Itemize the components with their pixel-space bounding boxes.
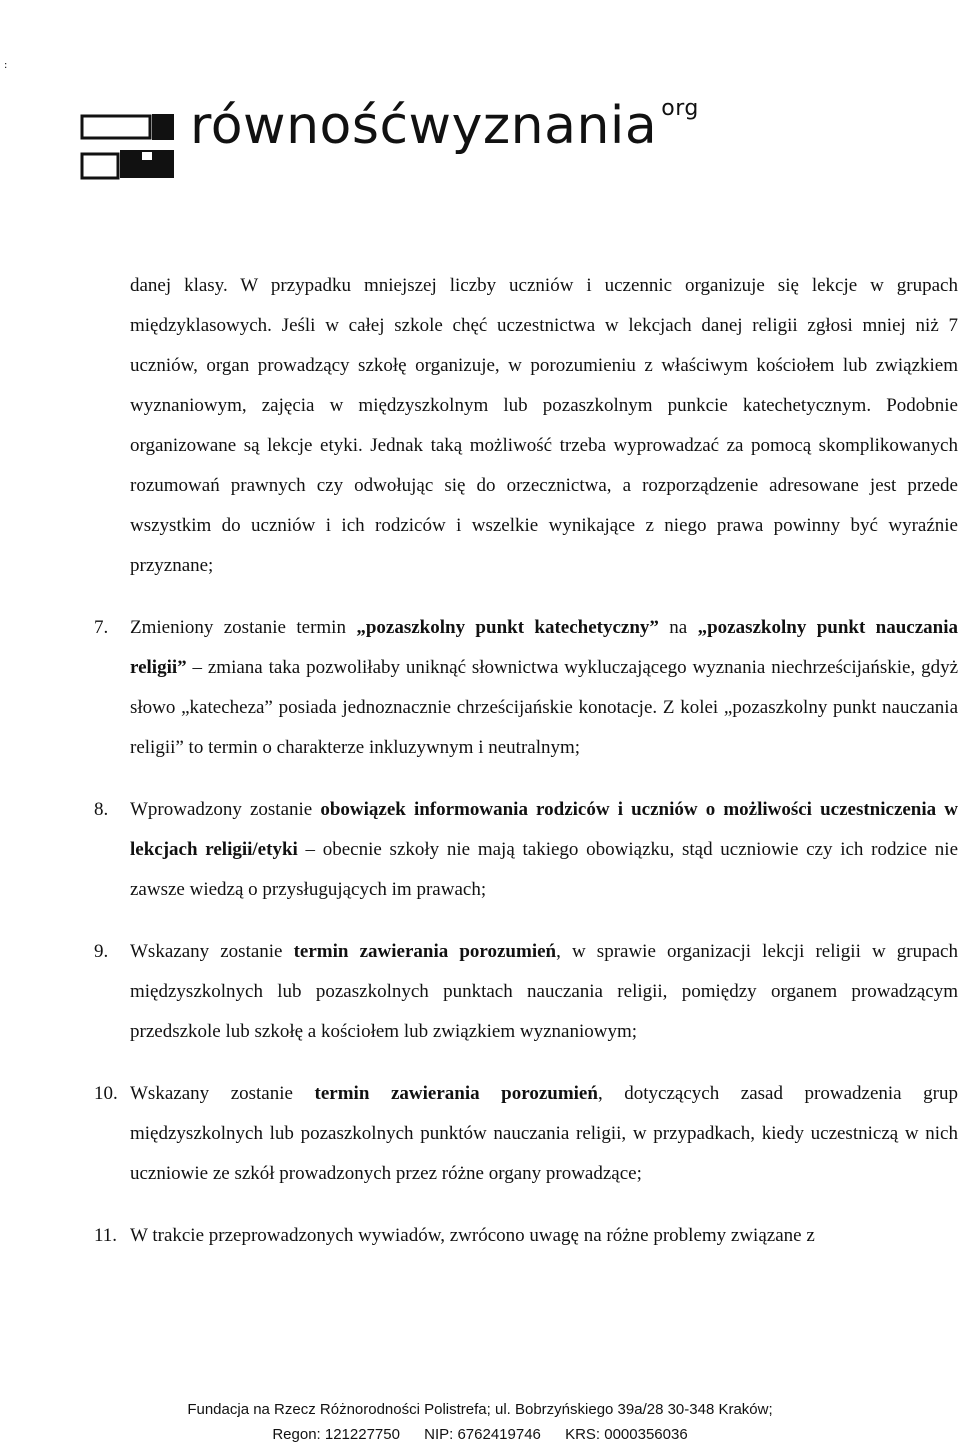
list-item-8 [94,790,958,910]
intro-paragraph [130,266,958,586]
page-edge-mark: : [4,60,8,71]
numbered-list [94,608,959,1256]
item-number: 7. [94,617,109,638]
item-text: Wskazany zostanie termin zawierania porozumień, dotyczących zasad prowadzenia grup międzyszkolnych lub pozaszkolnych punktów nauczania religii, w przypadkach, kiedy uczestniczą w nich uczniowie ze szkół prowadzonych przez różne organy prowadzące; [130,1083,958,1184]
footer-registry [0,1426,960,1443]
item-text: Wskazany zostanie termin zawierania porozumień, w sprawie organizacji lekcji religii w grupach międzyszkolnych lub pozaszkolnych punktach nauczania religii, pomiędzy organem prowadzącym przedszkole lub szkołę a kościołem lub związkiem wyznaniowym; [130,941,958,1042]
item-text: Zmieniony zostanie termin „pozaszkolny punkt katechetyczny” na „pozaszkolny punkt nauczania religii” – zmiana taka pozwoliłaby uniknąć słownictwa wykluczającego wyznania niechrześcijańskie, gdyż słowo „katecheza” posiada jednoznacznie chrześcijańskie konotacje. Z kolei „pozaszkolny punkt nauczania religii” to termin o charakterze inkluzywnym i neutralnym; [130,617,959,758]
footer-address: Fundacja na Rzecz Różnorodności Polistrefa; ul. Bobrzyńskiego 39a/28 30-348 Kraków; [187,1401,773,1418]
list-item-7 [94,608,959,768]
item-text: W trakcie przeprowadzonych wywiadów, zwrócono uwagę na różne problemy związane z [130,1225,815,1246]
footer-krs: KRS: 0000356036 [565,1426,688,1443]
footer-nip: NIP: 6762419746 [424,1426,541,1443]
list-item-11 [94,1216,958,1256]
logo-wordmark: równośćwyznania $^{org}$ [190,95,699,156]
item-text: Wprowadzony zostanie obowiązek informowania rodziców i uczniów o możliwości uczestniczenia w lekcjach religii/etyki – obecnie szkoły nie mają takiego obowiązku, stąd uczniowie czy ich rodzice nie zawsze wiedzą o przysługujących im prawach; [130,799,958,900]
paragraph-text: danej klasy. W przypadku mniejszej liczby uczniów i uczennic organizuje się lekcje w grupach międzyklasowych. Jeśli w całej szkole chęć uczestnictwa w lekcjach danej religii zgłosi mniej niż 7 uczniów, organ prowadzący szkołę organizuje, w porozumieniu z właściwym kościołem lub związkiem wyznaniowym, zajęcia w międzyszkolnym lub pozaszkolnym punkcie katechetycznym. Podobnie organizowane są lekcje etyki. Jednak taką możliwość trzeba wyprowadzać za pomocą skomplikowanych rozumowań prawnych czy odwołując się do orzecznictwa, a rozporządzenie adresowane jest przede wszystkim do uczniów i ich rodziców i wszelkie wynikające z niego prawa powinny być wyraźnie przyznane; [130,275,958,576]
logo-squares-icon [80,110,180,180]
list-item-10 [94,1074,958,1194]
item-number: 10. [94,1083,118,1104]
document-body [94,266,959,1256]
item-number: 11. [94,1225,118,1246]
list-item-9 [94,932,958,1052]
organization-logo [80,96,700,186]
item-number: 9. [94,941,109,962]
item-number: 8. [94,799,109,820]
footer-regon: Regon: 121227750 [272,1426,400,1443]
